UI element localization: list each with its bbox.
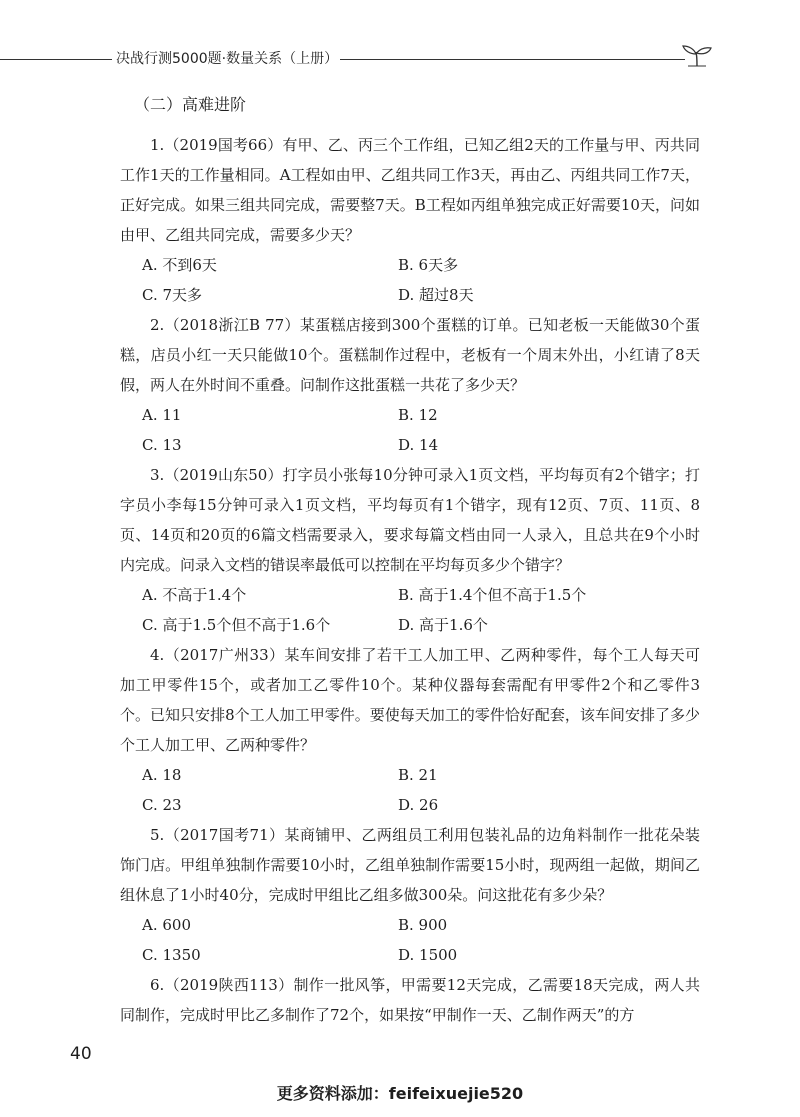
options — [142, 910, 700, 970]
option-a: A. 18 — [142, 766, 182, 784]
page-content — [120, 90, 700, 1030]
option-a: A. 11 — [142, 406, 182, 424]
option-a: A. 不高于1.4个 — [142, 586, 247, 604]
question-text: 1.（2019国考66）有甲、乙、丙三个工作组，已知乙组2天的工作量与甲、丙共同工作1天的工作量相同。A工程如由甲、乙组共同工作3天，再由乙、丙组共同工作7天，正好完成。如果三组共同完成，需要整7天。B工程如丙组单独完成正好需要10天，问如由甲、乙组共同完成，需要多少天？ — [120, 136, 700, 244]
options — [142, 250, 700, 310]
question — [120, 130, 700, 310]
option-c: C. 1350 — [142, 946, 201, 964]
option-b: B. 高于1.4个但不高于1.5个 — [398, 586, 587, 604]
question-text: 2.（2018浙江B 77）某蛋糕店接到300个蛋糕的订单。已知老板一天能做30个蛋糕，店员小红一天只能做10个。蛋糕制作过程中，老板有一个周末外出，小红请了8天假，两人在外时间不重叠。问制作这批蛋糕一共花了多少天？ — [120, 316, 700, 394]
question-text: 5.（2017国考71）某商铺甲、乙两组员工利用包装礼品的边角料制作一批花朵装饰门店。甲组单独制作需要10小时，乙组单独制作需要15小时，现两组一起做，期间乙组休息了1小时40分，完成时甲组比乙组多做300朵。问这批花有多少朵？ — [120, 826, 700, 904]
option-c: C. 高于1.5个但不高于1.6个 — [142, 616, 331, 634]
sprout-icon — [680, 44, 714, 68]
question-text: 6.（2019陕西113）制作一批风筝，甲需要12天完成，乙需要18天完成，两人共同制作，完成时甲比乙多制作了72个，如果按“甲制作一天、乙制作两天”的方 — [120, 976, 700, 1024]
option-b: B. 12 — [398, 406, 438, 424]
option-d: D. 超过8天 — [398, 286, 474, 304]
option-c: C. 23 — [142, 796, 182, 814]
page-number: 40 — [70, 1044, 92, 1064]
question — [120, 460, 700, 640]
header-rule-left — [0, 59, 112, 60]
option-d: D. 高于1.6个 — [398, 616, 488, 634]
question — [120, 310, 700, 460]
option-d: D. 26 — [398, 796, 439, 814]
question — [120, 640, 700, 820]
option-a: A. 不到6天 — [142, 256, 217, 274]
option-d: D. 1500 — [398, 946, 458, 964]
option-c: C. 13 — [142, 436, 182, 454]
header-rule-right — [340, 59, 685, 60]
book-title: 决战行测5000题·数量关系（上册） — [116, 51, 339, 67]
running-header — [0, 44, 800, 74]
option-b: B. 21 — [398, 766, 438, 784]
option-c: C. 7天多 — [142, 286, 203, 304]
option-b: B. 900 — [398, 916, 448, 934]
footer-note: 更多资料添加：feifeixuejie520 — [276, 1084, 524, 1103]
options — [142, 400, 700, 460]
question — [120, 820, 700, 970]
question — [120, 970, 700, 1030]
question-text: 3.（2019山东50）打字员小张每10分钟可录入1页文档，平均每页有2个错字；打字员小李每15分钟可录入1页文档，平均每页有1个错字，现有12页、7页、11页、8页、14页和20页的6篇文档需要录入，要求每篇文档由同一人录入，且总共在9个小时内完成。问录入文档的错误率最低可以控制在平均每页多少个错字？ — [120, 466, 700, 574]
option-a: A. 600 — [142, 916, 191, 934]
options — [142, 580, 700, 640]
question-text: 4.（2017广州33）某车间安排了若干工人加工甲、乙两种零件，每个工人每天可加工甲零件15个，或者加工乙零件10个。某种仪器每套需配有甲零件2个和乙零件3个。已知只安排8个工人加工甲零件。要使每天加工的零件恰好配套，该车间安排了多少个工人加工甲、乙两种零件？ — [120, 646, 700, 754]
options — [142, 760, 700, 820]
option-d: D. 14 — [398, 436, 439, 454]
section-title: （二）高难进阶 — [134, 95, 247, 114]
option-b: B. 6天多 — [398, 256, 459, 274]
